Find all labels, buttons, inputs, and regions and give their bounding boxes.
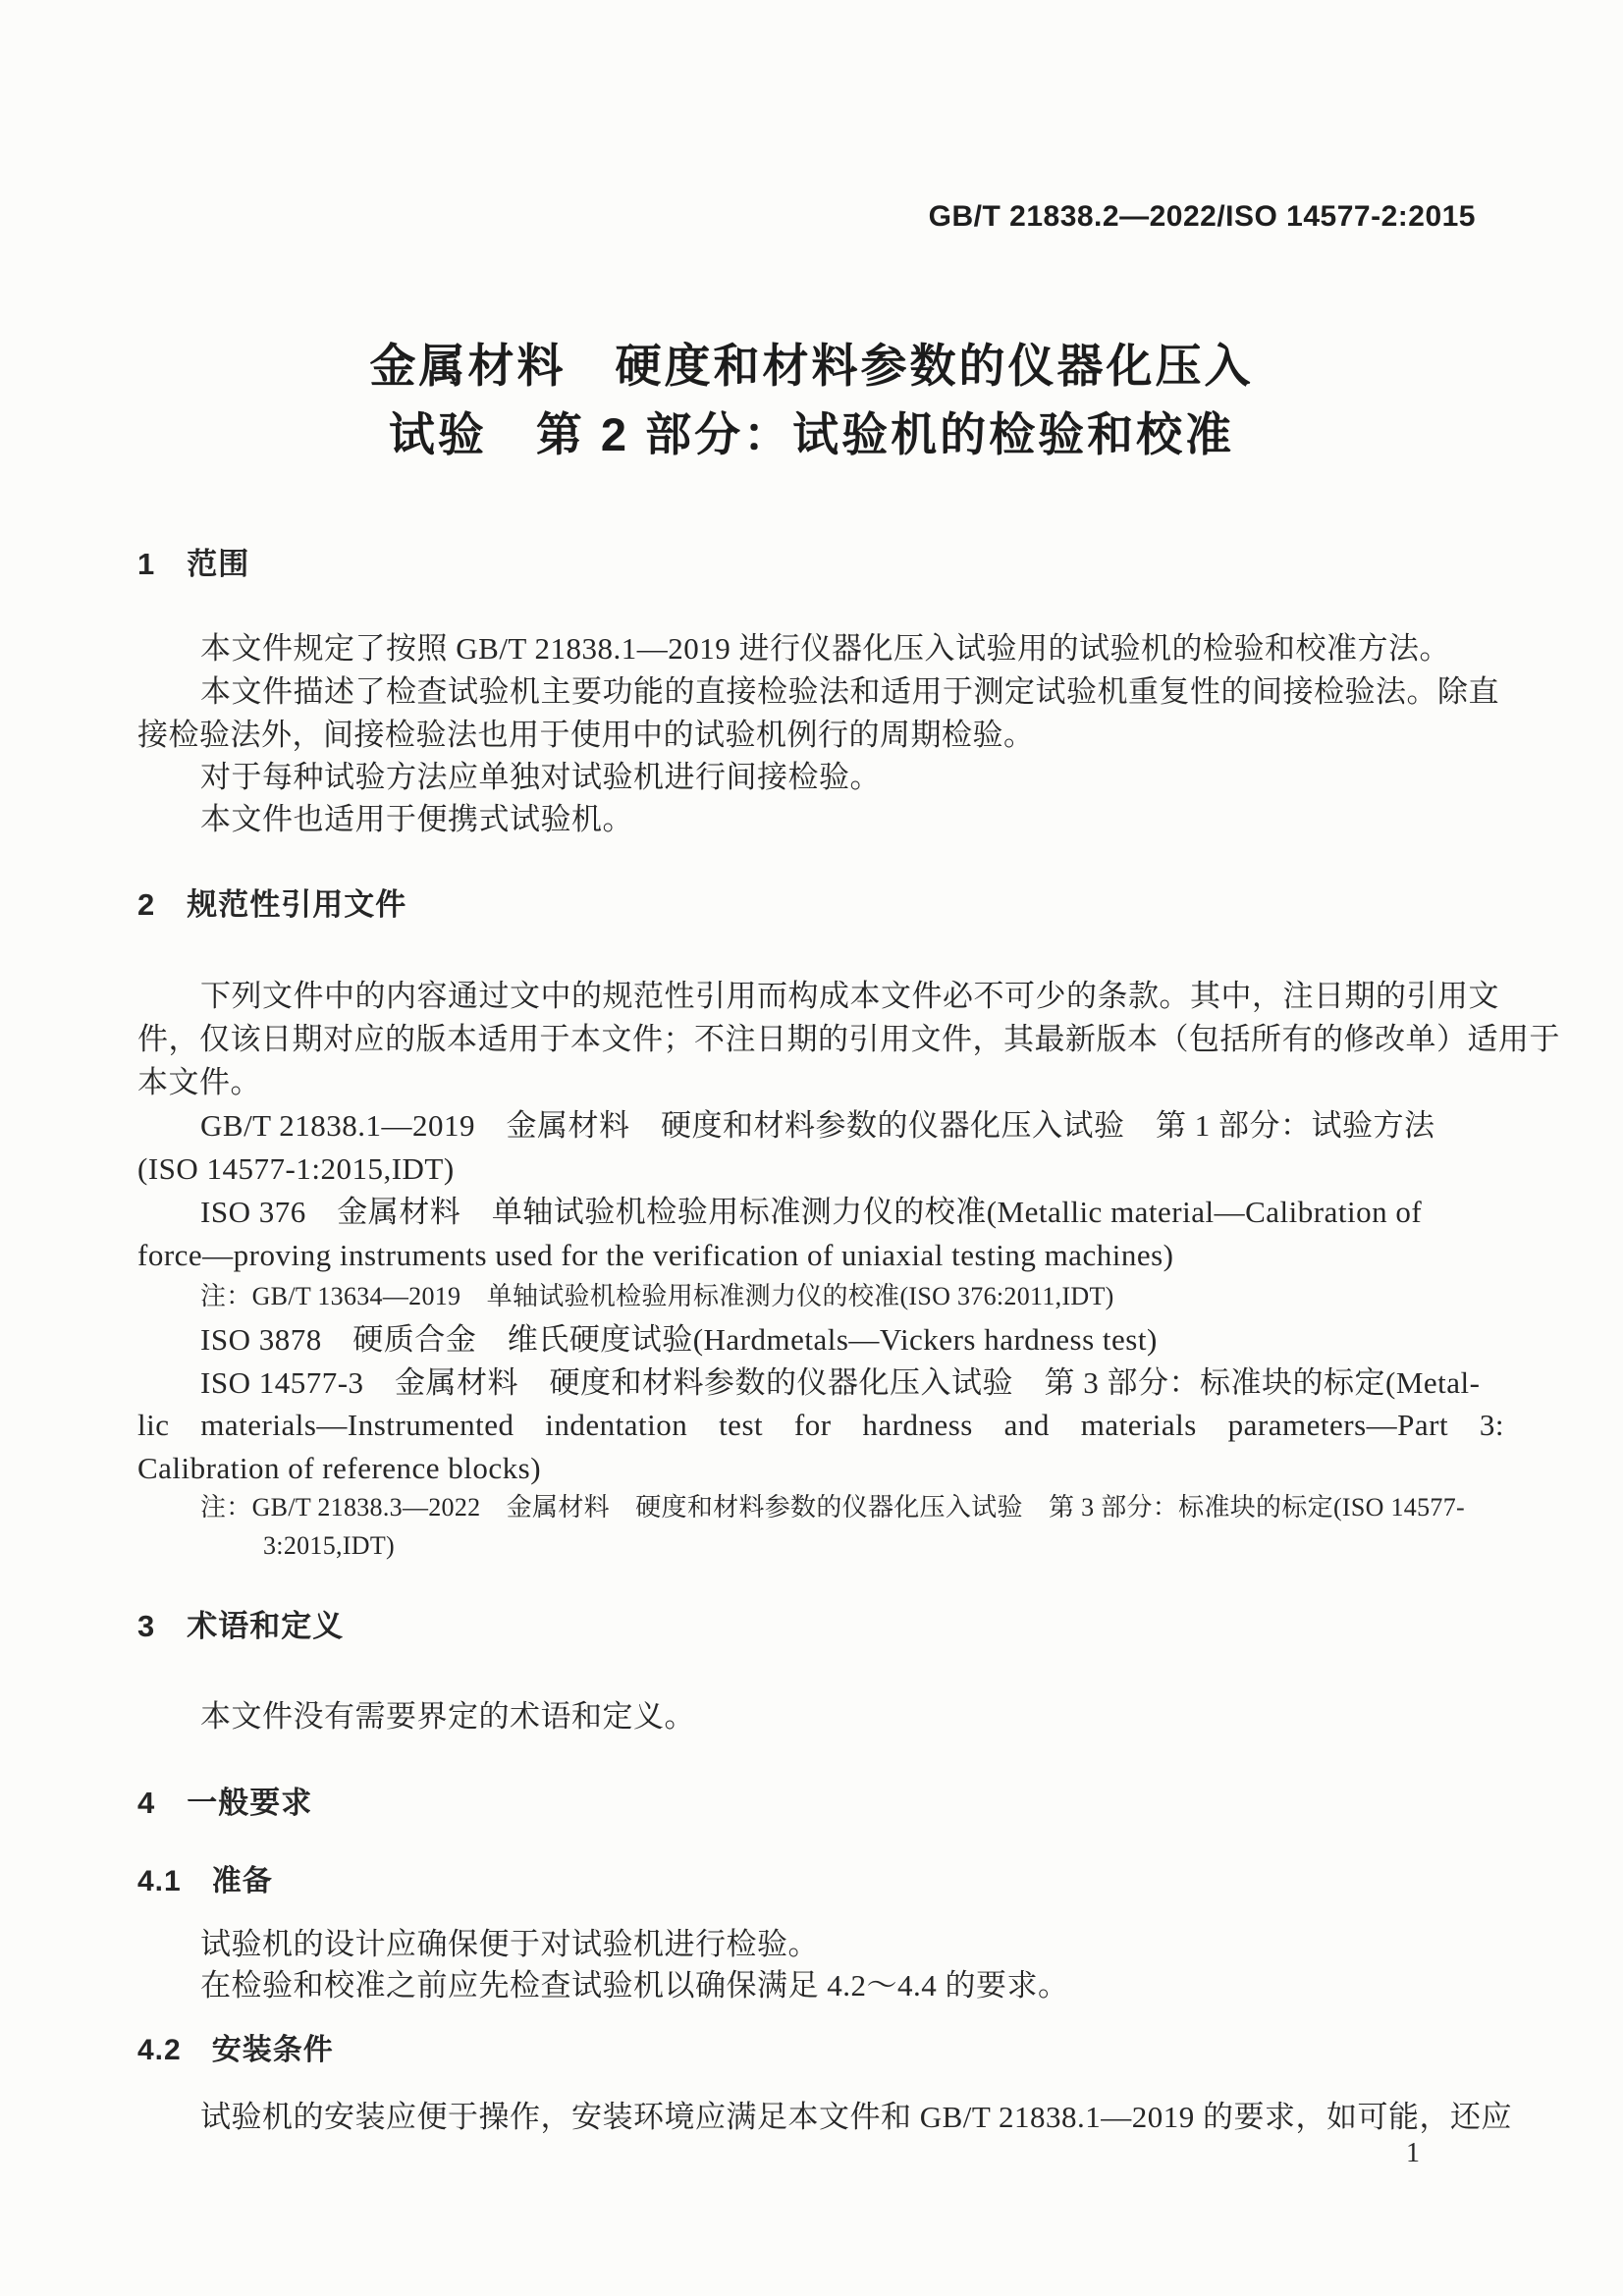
section-4-1-heading: 4.1 准备 [137,1865,273,1897]
section-3-paragraph-1: 本文件没有需要界定的术语和定义。 [200,1699,695,1734]
section-1-paragraph-2-line-1: 本文件描述了检查试验机主要功能的直接检验法和适用于测定试验机重复性的间接检验法。除直 [200,674,1499,709]
section-1-paragraph-1: 本文件规定了按照 GB/T 21838.1—2019 进行仪器化压入试验用的试验机的检验和校准方法。 [200,631,1451,666]
standard-code-header: GB/T 21838.2—2022/ISO 14577-2:2015 [928,200,1476,233]
section-4-2-paragraph-1: 试验机的安装应便于操作，安装环境应满足本文件和 GB/T 21838.1—2019 的要求，如可能，还应 [200,2100,1513,2134]
section-1-heading: 1 范围 [137,547,250,581]
reference-iso14577-3-line-2: lic materials—Instrumented indentation test for hardness and materials parameters—Part 3: [137,1408,1504,1442]
document-title-line-1: 金属材料 硬度和材料参数的仪器化压入 [369,340,1254,392]
reference-gbt21838-1-line-2: (ISO 14577-1:2015,IDT) [137,1151,455,1186]
reference-iso376-line-1: ISO 376 金属材料 单轴试验机检验用标准测力仪的校准(Metallic material—Calibration of [200,1195,1423,1229]
section-2-intro-line-3: 本文件。 [137,1065,261,1099]
section-4-2-heading: 4.2 安装条件 [137,2034,334,2066]
section-4-1-paragraph-1: 试验机的设计应确保便于对试验机进行检验。 [200,1927,819,1961]
reference-iso3878: ISO 3878 硬质合金 维氏硬度试验(Hardmetals—Vickers hardness test) [200,1322,1158,1357]
section-1-paragraph-4: 本文件也适用于便携式试验机。 [200,802,633,836]
section-1-paragraph-3: 对于每种试验方法应单独对试验机进行间接检验。 [200,760,881,794]
section-4-heading: 4 一般要求 [137,1786,313,1820]
page-number: 1 [1406,2138,1421,2168]
document-title-line-2: 试验 第 2 部分：试验机的检验和校准 [388,408,1235,460]
reference-iso14577-3-line-3: Calibration of reference blocks) [137,1451,542,1485]
section-4-1-paragraph-2: 在检验和校准之前应先检查试验机以确保满足 4.2～4.4 的要求。 [200,1968,1069,2002]
reference-iso376-line-2: force—proving instruments used for the verification of uniaxial testing machines) [137,1238,1174,1272]
reference-gbt21838-1-line-1: GB/T 21838.1—2019 金属材料 硬度和材料参数的仪器化压入试验 第 1 部分：试验方法 [200,1108,1435,1143]
section-1-paragraph-2-line-2: 接检验法外，间接检验法也用于使用中的试验机例行的周期检验。 [137,718,1035,752]
reference-iso14577-3-line-1: ISO 14577-3 金属材料 硬度和材料参数的仪器化压入试验 第 3 部分：标准块的标定(Metal- [200,1365,1481,1400]
section-2-intro-line-2: 件，仅该日期对应的版本适用于本文件；不注日期的引用文件，其最新版本（包括所有的修改单）适用于 [137,1022,1560,1056]
note-gbt21838-3-line-1: 注：GB/T 21838.3—2022 金属材料 硬度和材料参数的仪器化压入试验 第 3 部分：标准块的标定(ISO 14577- [200,1493,1465,1522]
note-gbt13634: 注：GB/T 13634—2019 单轴试验机检验用标准测力仪的校准(ISO 376:2011,IDT) [200,1282,1114,1310]
section-2-intro-line-1: 下列文件中的内容通过文中的规范性引用而构成本文件必不可少的条款。其中，注日期的引用文 [200,979,1499,1013]
note-gbt21838-3-line-2: 3:2015,IDT) [263,1531,395,1560]
section-2-heading: 2 规范性引用文件 [137,887,407,922]
section-3-heading: 3 术语和定义 [137,1609,345,1643]
